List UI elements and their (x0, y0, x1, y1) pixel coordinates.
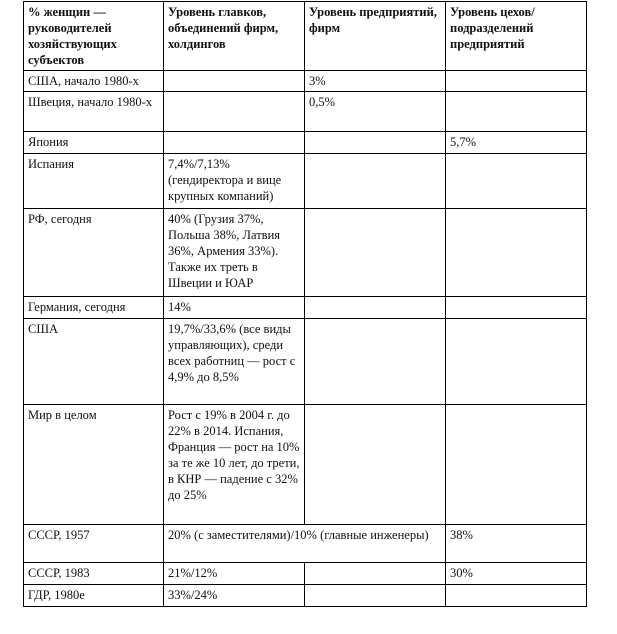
data-cell: 7,4%/7,13% (гендиректора и вице крупных компаний) (164, 154, 305, 209)
data-cell (305, 405, 446, 525)
data-cell (446, 405, 587, 525)
table-row (24, 132, 587, 154)
data-cell (164, 132, 305, 154)
row-label-cell: США (24, 319, 164, 405)
data-cell (446, 585, 587, 607)
data-cell (305, 297, 446, 319)
data-cell: 38% (446, 525, 587, 563)
data-cell (164, 92, 305, 132)
header-cell: Уровень предприятий, фирм (305, 2, 446, 71)
data-cell (446, 319, 587, 405)
row-label-cell: СССР, 1983 (24, 563, 164, 585)
data-cell: 21%/12% (164, 563, 305, 585)
header-cell: Уровень цехов/подразделений предприятий (446, 2, 587, 71)
data-cell (305, 209, 446, 297)
row-label-cell: Мир в целом (24, 405, 164, 525)
data-cell: 5,7% (446, 132, 587, 154)
women-managers-table (23, 1, 587, 607)
header-cell: % женщин — руководителей хозяйствующих субъектов (24, 2, 164, 71)
data-cell: 14% (164, 297, 305, 319)
table-row (24, 297, 587, 319)
table-row (24, 585, 587, 607)
row-label-cell: США, начало 1980-х (24, 71, 164, 92)
header-cell: Уровень главков, объединений фирм, холдингов (164, 2, 305, 71)
data-cell (305, 154, 446, 209)
table-row (24, 405, 587, 525)
row-label-cell: Испания (24, 154, 164, 209)
table-row (24, 563, 587, 585)
data-cell: 33%/24% (164, 585, 305, 607)
table-row (24, 209, 587, 297)
data-cell: 30% (446, 563, 587, 585)
table-row (24, 71, 587, 92)
data-cell (305, 563, 446, 585)
table-row (24, 92, 587, 132)
data-cell (446, 209, 587, 297)
data-cell (446, 71, 587, 92)
row-label-cell: ГДР, 1980е (24, 585, 164, 607)
data-cell (305, 132, 446, 154)
header-row (24, 2, 587, 71)
data-cell: 40% (Грузия 37%, Польша 38%, Латвия 36%, Армения 33%). Также их треть в Швеции и ЮАР (164, 209, 305, 297)
row-label-cell: Япония (24, 132, 164, 154)
data-cell: 19,7%/33,6% (все виды управляющих), среди всех работниц — рост с 4,9% до 8,5% (164, 319, 305, 405)
row-label-cell: РФ, сегодня (24, 209, 164, 297)
data-cell (446, 92, 587, 132)
data-cell: Рост с 19% в 2004 г. до 22% в 2014. Испания, Франция — рост на 10% за те же 10 лет, до трети, в КНР — падение с 32% до 25% (164, 405, 305, 525)
data-cell (305, 585, 446, 607)
table-row (24, 525, 587, 563)
table-row (24, 154, 587, 209)
merged-data-cell: 20% (с заместителями)/10% (главные инженеры) (164, 525, 446, 563)
data-cell: 0,5% (305, 92, 446, 132)
data-cell (305, 319, 446, 405)
row-label-cell: Швеция, начало 1980-х (24, 92, 164, 132)
data-cell (446, 154, 587, 209)
row-label-cell: СССР, 1957 (24, 525, 164, 563)
table-row (24, 319, 587, 405)
data-cell (446, 297, 587, 319)
data-cell: 3% (305, 71, 446, 92)
data-cell (164, 71, 305, 92)
row-label-cell: Германия, сегодня (24, 297, 164, 319)
